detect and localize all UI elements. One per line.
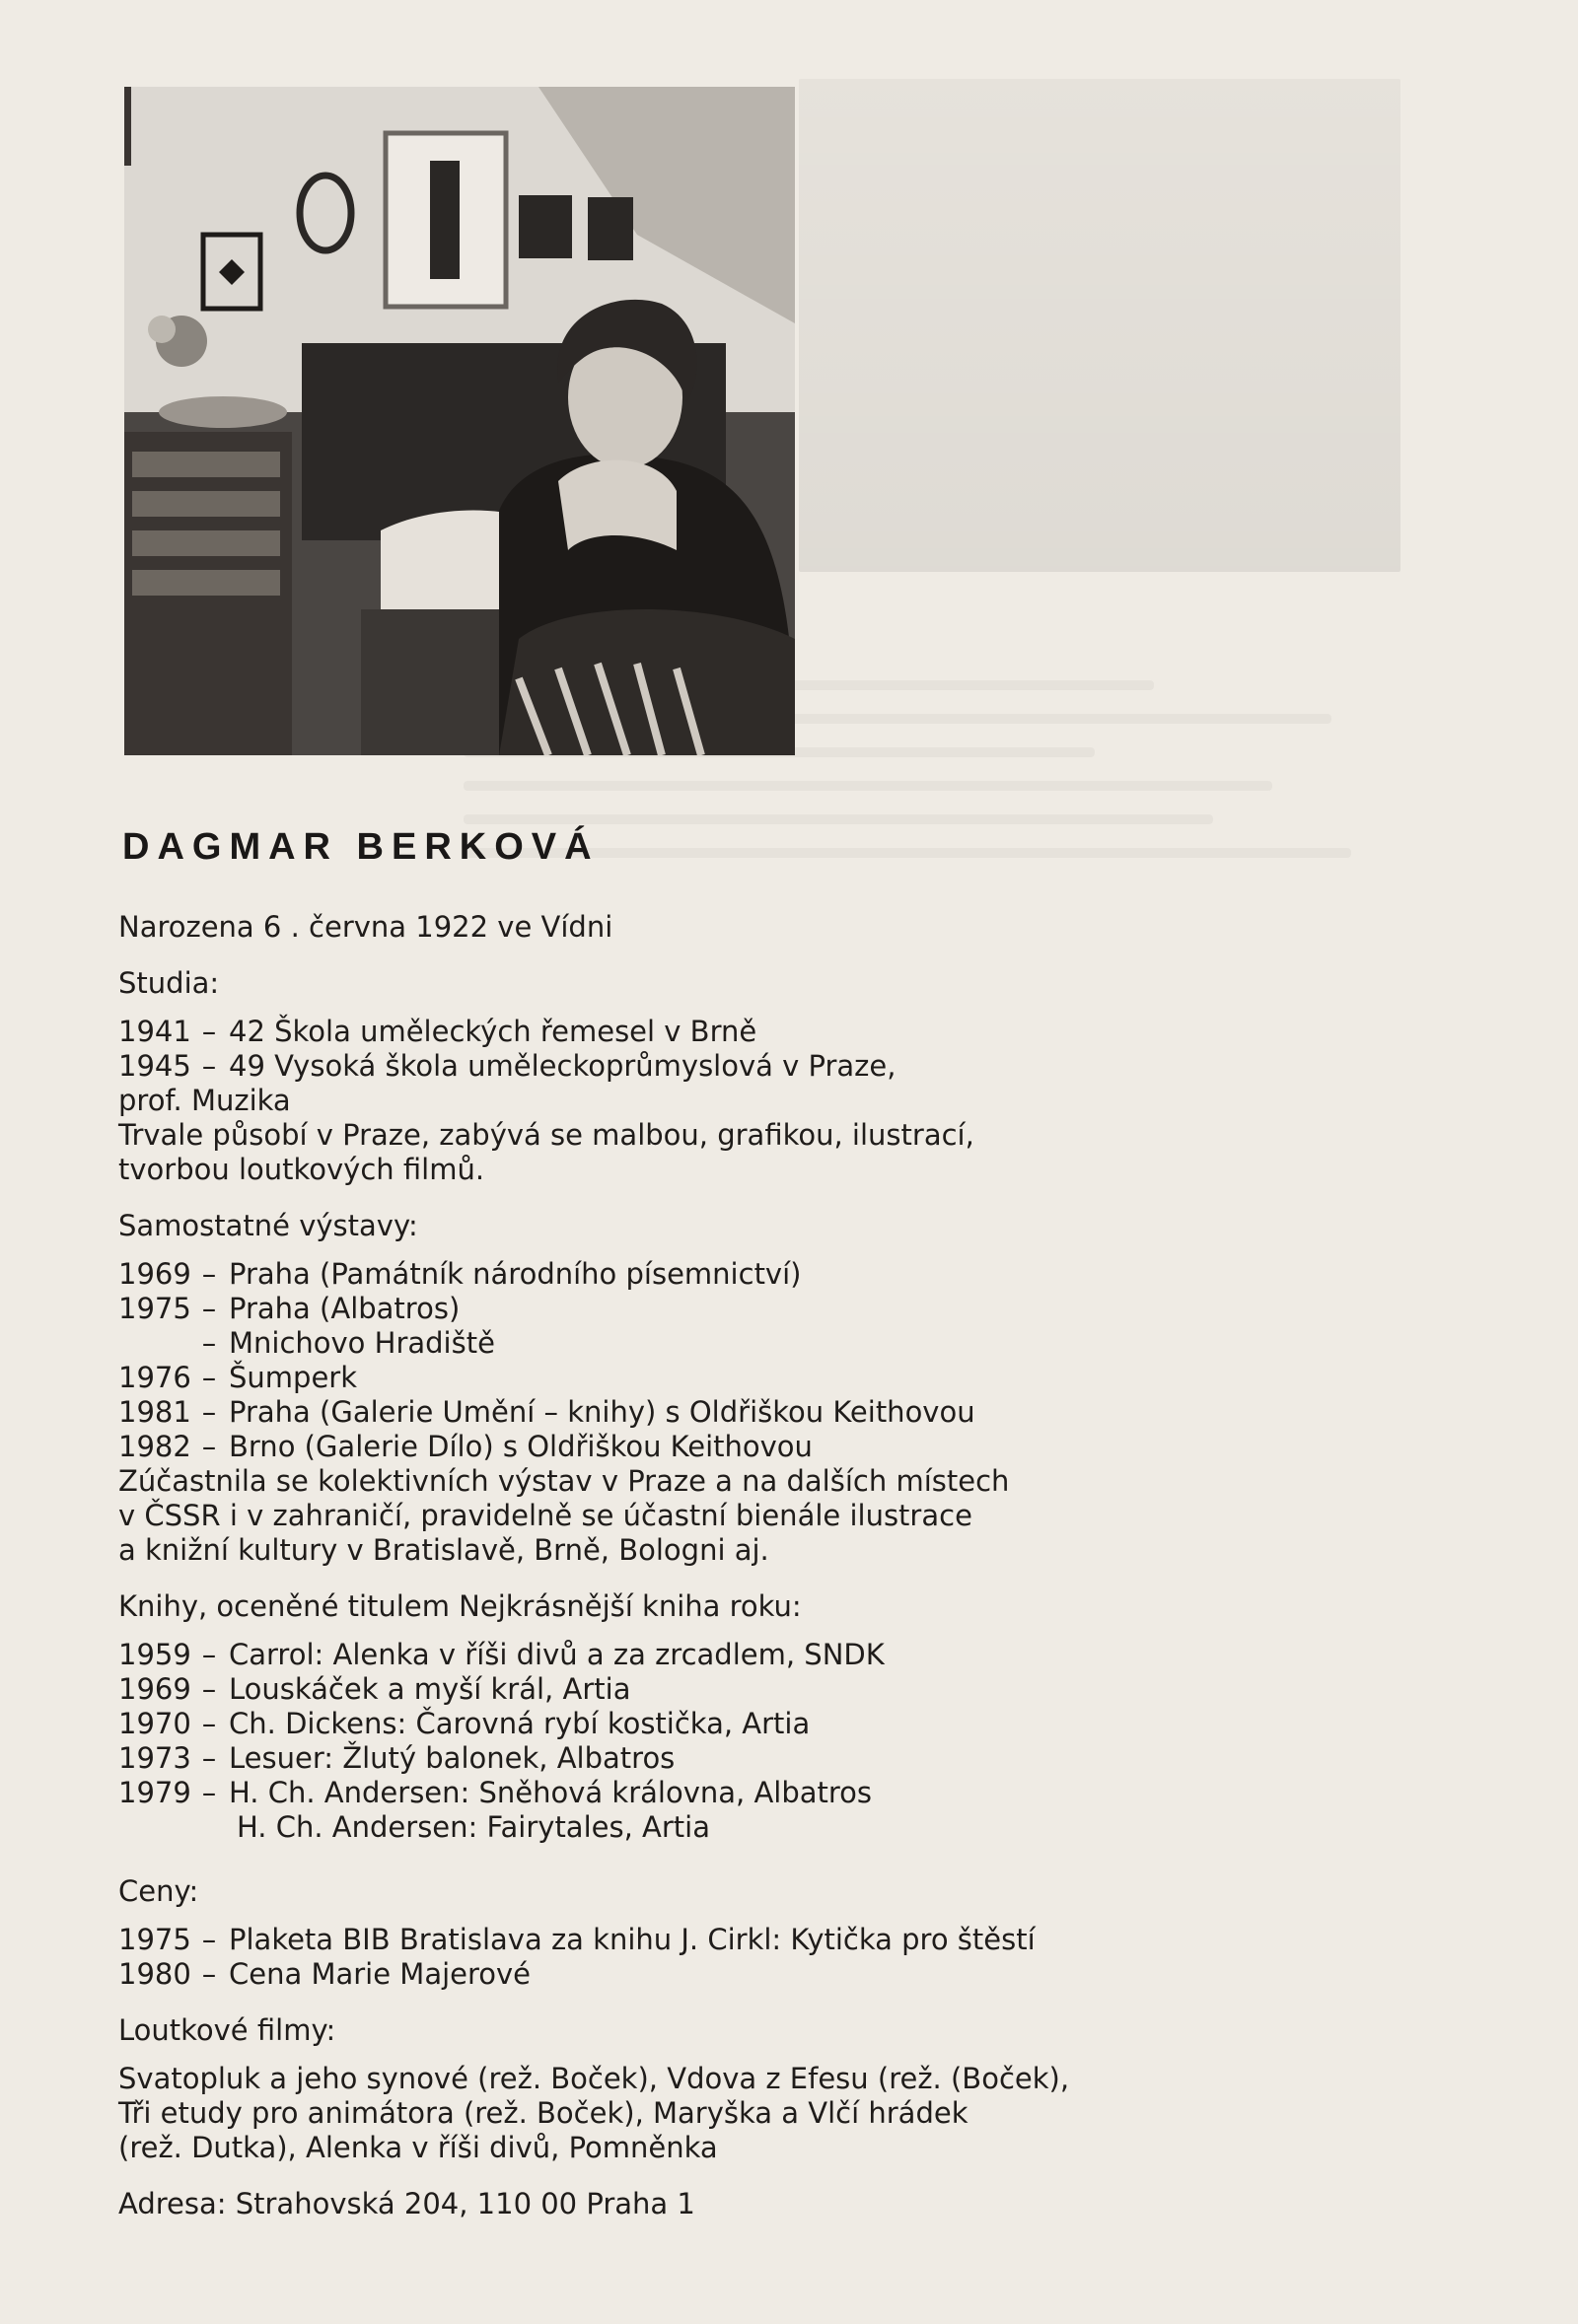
studies-heading: Studia: <box>118 966 220 1000</box>
studies-entry: 1945 – 49 Vysoká škola uměleckoprůmyslová v Praze, <box>118 1049 897 1083</box>
exhibition-entry: 1982 – Brno (Galerie Dílo) s Oldřiškou Keithovou <box>118 1430 813 1463</box>
portrait-icon <box>124 87 795 755</box>
studies-entry: 1941 – 42 Škola uměleckých řemesel v Brně <box>118 1015 757 1048</box>
puppet-films-line: Tři etudy pro animátora (rež. Boček), Maryška a Vlčí hrádek <box>118 2096 968 2130</box>
artist-portrait-photo <box>124 87 795 755</box>
book-entry: 1969 – Louskáček a myší král, Artia <box>118 1672 631 1706</box>
book-entry: 1979 – H. Ch. Andersen: Sněhová královna, Albatros <box>118 1776 873 1809</box>
exhibitions-note-line: a knižní kultury v Bratislavě, Brně, Bologni aj. <box>118 1533 769 1567</box>
solo-exhibitions-heading: Samostatné výstavy: <box>118 1209 418 1242</box>
birth-info: Narozena 6 . června 1922 ve Vídni <box>118 910 613 944</box>
book-entry: 1970 – Ch. Dickens: Čarovná rybí kostička, Artia <box>118 1707 811 1740</box>
awards-heading: Ceny: <box>118 1874 199 1908</box>
award-entry: 1975 – Plaketa BIB Bratislava za knihu J. Cirkl: Kytička pro štěstí <box>118 1923 1036 1956</box>
book-entry: 1973 – Lesuer: Žlutý balonek, Albatros <box>118 1741 676 1775</box>
exhibition-entry: 1975 – Praha (Albatros) <box>118 1292 461 1325</box>
address: Adresa: Strahovská 204, 110 00 Praha 1 <box>118 2187 695 2220</box>
exhibition-entry: 1976 – Šumperk <box>118 1361 358 1394</box>
exhibitions-note-line: v ČSSR i v zahraničí, pravidelně se účastní bienále ilustrace <box>118 1499 972 1532</box>
book-continuation: H. Ch. Andersen: Fairytales, Artia <box>237 1810 710 1844</box>
studies-continuation: prof. Muzika <box>118 1084 291 1117</box>
exhibition-entry: 1969 – Praha (Památník národního písemnictví) <box>118 1257 802 1291</box>
show-through-photo <box>799 79 1400 572</box>
puppet-films-line: (rež. Dutka), Alenka v říši divů, Pomněnka <box>118 2131 718 2164</box>
studies-note-line: Trvale působí v Praze, zabývá se malbou, grafikou, ilustrací, <box>118 1118 974 1152</box>
exhibition-entry: – Mnichovo Hradiště <box>201 1326 495 1360</box>
puppet-films-heading: Loutkové filmy: <box>118 2013 336 2047</box>
puppet-films-line: Svatopluk a jeho synové (rež. Boček), Vdova z Efesu (rež. (Boček), <box>118 2062 1070 2095</box>
studies-note-line: tvorbou loutkových filmů. <box>118 1153 485 1186</box>
artist-name: DAGMAR BERKOVÁ <box>122 826 600 868</box>
exhibition-entry: 1981 – Praha (Galerie Umění – knihy) s Oldřiškou Keithovou <box>118 1395 975 1429</box>
exhibitions-note-line: Zúčastnila se kolektivních výstav v Praze a na dalších místech <box>118 1464 1010 1498</box>
award-entry: 1980 – Cena Marie Majerové <box>118 1957 532 1991</box>
artist-biography <box>118 910 1184 2221</box>
book-entry: 1959 – Carrol: Alenka v říši divů a za zrcadlem, SNDK <box>118 1638 885 1671</box>
books-heading: Knihy, oceněné titulem Nejkrásnější kniha roku: <box>118 1589 802 1623</box>
